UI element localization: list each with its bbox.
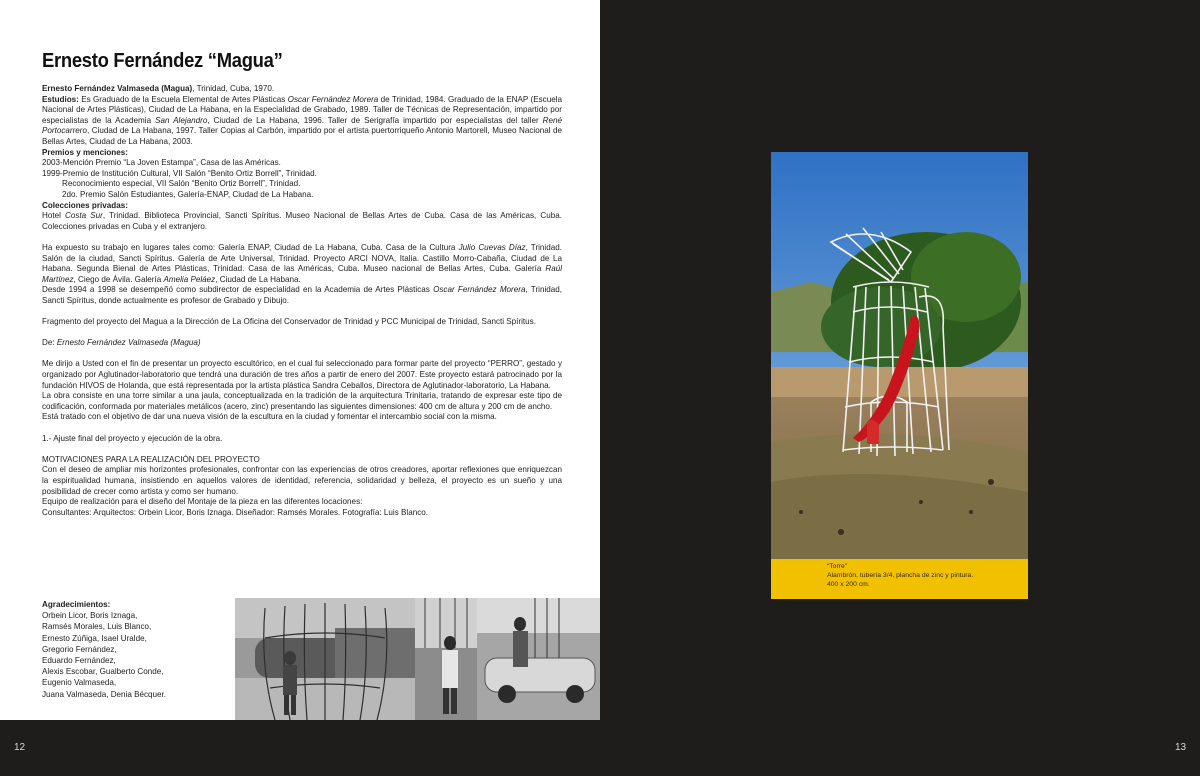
awards-label: Premios y menciones: xyxy=(42,147,128,157)
exhibitions-paragraph xyxy=(42,243,562,285)
torre-sculpture-image xyxy=(771,152,1028,559)
construction-photo-strip xyxy=(235,598,600,720)
exhibitions-text: , Ciego de Ávila. Galería xyxy=(73,274,164,284)
exhibitions-venue: Amelia Peláez xyxy=(163,274,216,284)
from-line xyxy=(42,338,562,349)
awards-heading xyxy=(42,148,562,159)
sculpture-photo xyxy=(771,152,1028,559)
exhibitions-text: , Ciudad de La Habana. xyxy=(215,274,301,284)
studies-label: Estudios: xyxy=(42,94,79,104)
collections-label: Colecciones privadas: xyxy=(42,200,128,210)
project-item: 1.- Ajuste final del proyecto y ejecución de la obra. xyxy=(42,433,223,443)
article-body xyxy=(42,84,562,518)
award-item: 1999-Premio de Institución Cultural, VII Salón “Benito Ortiz Borrell”, Trinidad. xyxy=(42,168,317,178)
collections-text: Hotel xyxy=(42,211,66,221)
artwork-caption xyxy=(771,559,1028,599)
studies-taller: René Portocarrero xyxy=(42,115,563,136)
caption-title: “Torre” xyxy=(827,563,848,570)
acknowledgement-line: Gregorio Fernández, xyxy=(42,644,117,654)
caption-size: 400 x 200 cm. xyxy=(827,581,870,588)
collections-text: , Trinidad. Biblioteca Provincial, Sancti Spíritus. Museo Nacional de Bellas Artes de Cuba. Casa de las Américas, Cuba. Colecciones privadas en Cuba y el extranjero. xyxy=(42,211,562,231)
award-item: 2do. Premio Salón Estudiantes, Galería-ENAP, Ciudad de La Habana. xyxy=(62,189,314,199)
teaching-school: Oscar Fernández Morera xyxy=(433,285,526,295)
team-line: Equipo de realización para el diseño del Montaje de la pieza en las diferentes locaciones: xyxy=(42,497,363,507)
collections-hotel: Costa Sur xyxy=(65,211,103,221)
construction-photos-image xyxy=(235,598,600,720)
page-number-right: 13 xyxy=(1175,742,1187,753)
acknowledgements-heading: Agradecimientos: xyxy=(42,600,111,609)
fragment-line: Fragmento del proyecto del Magua a la Dirección de La Oficina del Conservador de Trinidad y PCC Municipal de Trinidad, Sancti Spíritus. xyxy=(42,317,536,327)
collections-heading xyxy=(42,201,562,212)
artist-origin: , Trinidad, Cuba, 1970. xyxy=(192,84,275,93)
caption-materials: Alambrón, tubería 3/4, plancha de zinc y pintura. xyxy=(827,572,974,579)
letter-paragraph: La obra consiste en una torre similar a una jaula, conceptualizada en la tradición de la arquitectura Trinitaria, tratando de expresar este tipo de codificación, conformada por materiales metálicos (acero, zinc) presentando las siguientes dimensiones: 400 cm de altura y 200 cm de ancho. xyxy=(42,391,562,411)
from-name: Ernesto Fernández Valmaseda (Magua) xyxy=(56,338,201,348)
studies-text: de Trinidad, 1984. Graduado de la ENAP (Escuela Nacional de Artes Plásticas), Ciudad de La Habana, en la Especialidad de Grabado, 1989. Taller de Técnicas de Representación, impartido por especialistas de la Academia xyxy=(42,94,562,125)
teaching-paragraph xyxy=(42,285,562,306)
studies-text: , Ciudad de La Habana, 1997. Taller Copias al Carbón, impartido por el artista puertorriqueño Antonio Martorell, Museo Nacional de Bellas Artes, Ciudad de La Habana, 2003. xyxy=(42,126,562,146)
studies-text: , Ciudad de La Habana, 1996. Taller de Serigrafía impartido por especialistas del taller xyxy=(207,115,543,125)
studies-academy: San Alejandro xyxy=(155,115,208,125)
teaching-text: Desde 1994 a 1998 se desempeñó como subdirector de especialidad en la Academia de Artes Plásticas xyxy=(42,285,434,295)
studies-paragraph xyxy=(42,95,562,148)
from-label: De: xyxy=(42,338,57,348)
page-number-left: 12 xyxy=(14,742,26,753)
acknowledgement-line: Orbein Licor, Boris Iznaga, xyxy=(42,611,138,621)
acknowledgement-line: Eduardo Fernández, xyxy=(42,656,116,666)
motivations-heading: MOTIVACIONES PARA LA REALIZACIÓN DEL PROYECTO xyxy=(42,454,260,464)
exhibitions-venue: Raúl Martínez xyxy=(42,264,562,284)
exhibitions-venue: Julio Cuevas Díaz xyxy=(458,242,526,252)
acknowledgement-line: Ramsés Morales, Luis Blanco, xyxy=(42,622,152,632)
studies-text: Es Graduado de la Escuela Elemental de Artes Plásticas xyxy=(78,94,288,104)
acknowledgement-line: Alexis Escobar, Gualberto Conde, xyxy=(42,667,164,677)
studies-school: Oscar Fernández Morera xyxy=(287,94,379,104)
consultants-line: Consultantes: Arquitectos: Orbein Licor, Boris Iznaga. Diseñador: Ramsés Morales. Fotografía: Luis Blanco. xyxy=(42,507,428,517)
page-title: Ernesto Fernández “Magua” xyxy=(42,50,283,72)
bio-line xyxy=(42,84,562,95)
letter-paragraph: Me dirijo a Usted con el fin de presentar un proyecto escultórico, en el cual fui seleccionado para formar parte del proyecto “PERRO”, gestado y organizado por Aglutinador-laboratorio que tendrá una duración de tres años a partir de enero del 2007. Este proyecto estará patrocinado por la fundación HIVOS de Holanda, que está representada por la artista plástica Sandra Ceballos, Directora de Aglutinador-laboratorio, La Habana. xyxy=(42,359,562,390)
artist-name: Ernesto Fernández Valmaseda (Magua) xyxy=(42,84,193,93)
exhibitions-text: Ha expuesto su trabajo en lugares tales como: Galería ENAP, Ciudad de La Habana, Cuba. Casa de la Cultura xyxy=(42,242,459,252)
teaching-text: , Trinidad, Sancti Spíritus, donde actualmente es profesor de Grabado y Dibujo. xyxy=(42,285,562,305)
award-item: Reconocimiento especial, VII Salón “Benito Ortiz Borrell”, Trinidad. xyxy=(62,179,301,189)
left-page-footer-bar xyxy=(0,720,600,776)
acknowledgements xyxy=(42,599,222,700)
motivations-paragraph: Con el deseo de ampliar mis horizontes profesionales, confrontar con las experiencias de otros creadores, aportar reflexiones que enriquezcan la espiritualidad humana, insistiendo en aquellos valores de identidad, referencia, solidaridad y belleza, el proyecto es un sueño y una posibilidad de crecer como artista y como ser humano. xyxy=(42,465,562,496)
acknowledgement-line: Juana Valmaseda, Denia Bécquer. xyxy=(42,689,167,699)
acknowledgement-line: Eugenio Valmaseda, xyxy=(42,678,117,688)
award-item: 2003-Mención Premio “La Joven Estampa”, Casa de las Américas. xyxy=(42,158,281,168)
letter-paragraph: Está tratado con el objetivo de dar una nueva visión de la escultura en la ciudad y fomentar el intercambio social con la misma. xyxy=(42,412,497,422)
exhibitions-text: , Trinidad. Salón de la ciudad, Sancti Spíritus. Galería de Arte Universal, Trinidad. Proyecto ARCI NOVA, Italia. Castillo Morro-Cabaña, Ciudad de La Habana. Segunda Bienal de Artes Plásticas, Trinidad. Casa de las Américas, Cuba. Museo nacional de Bellas Artes, Cuba. Galería xyxy=(42,242,562,274)
collections-paragraph xyxy=(42,211,562,232)
acknowledgement-line: Ernesto Zúñiga, Isael Uralde, xyxy=(42,633,147,643)
